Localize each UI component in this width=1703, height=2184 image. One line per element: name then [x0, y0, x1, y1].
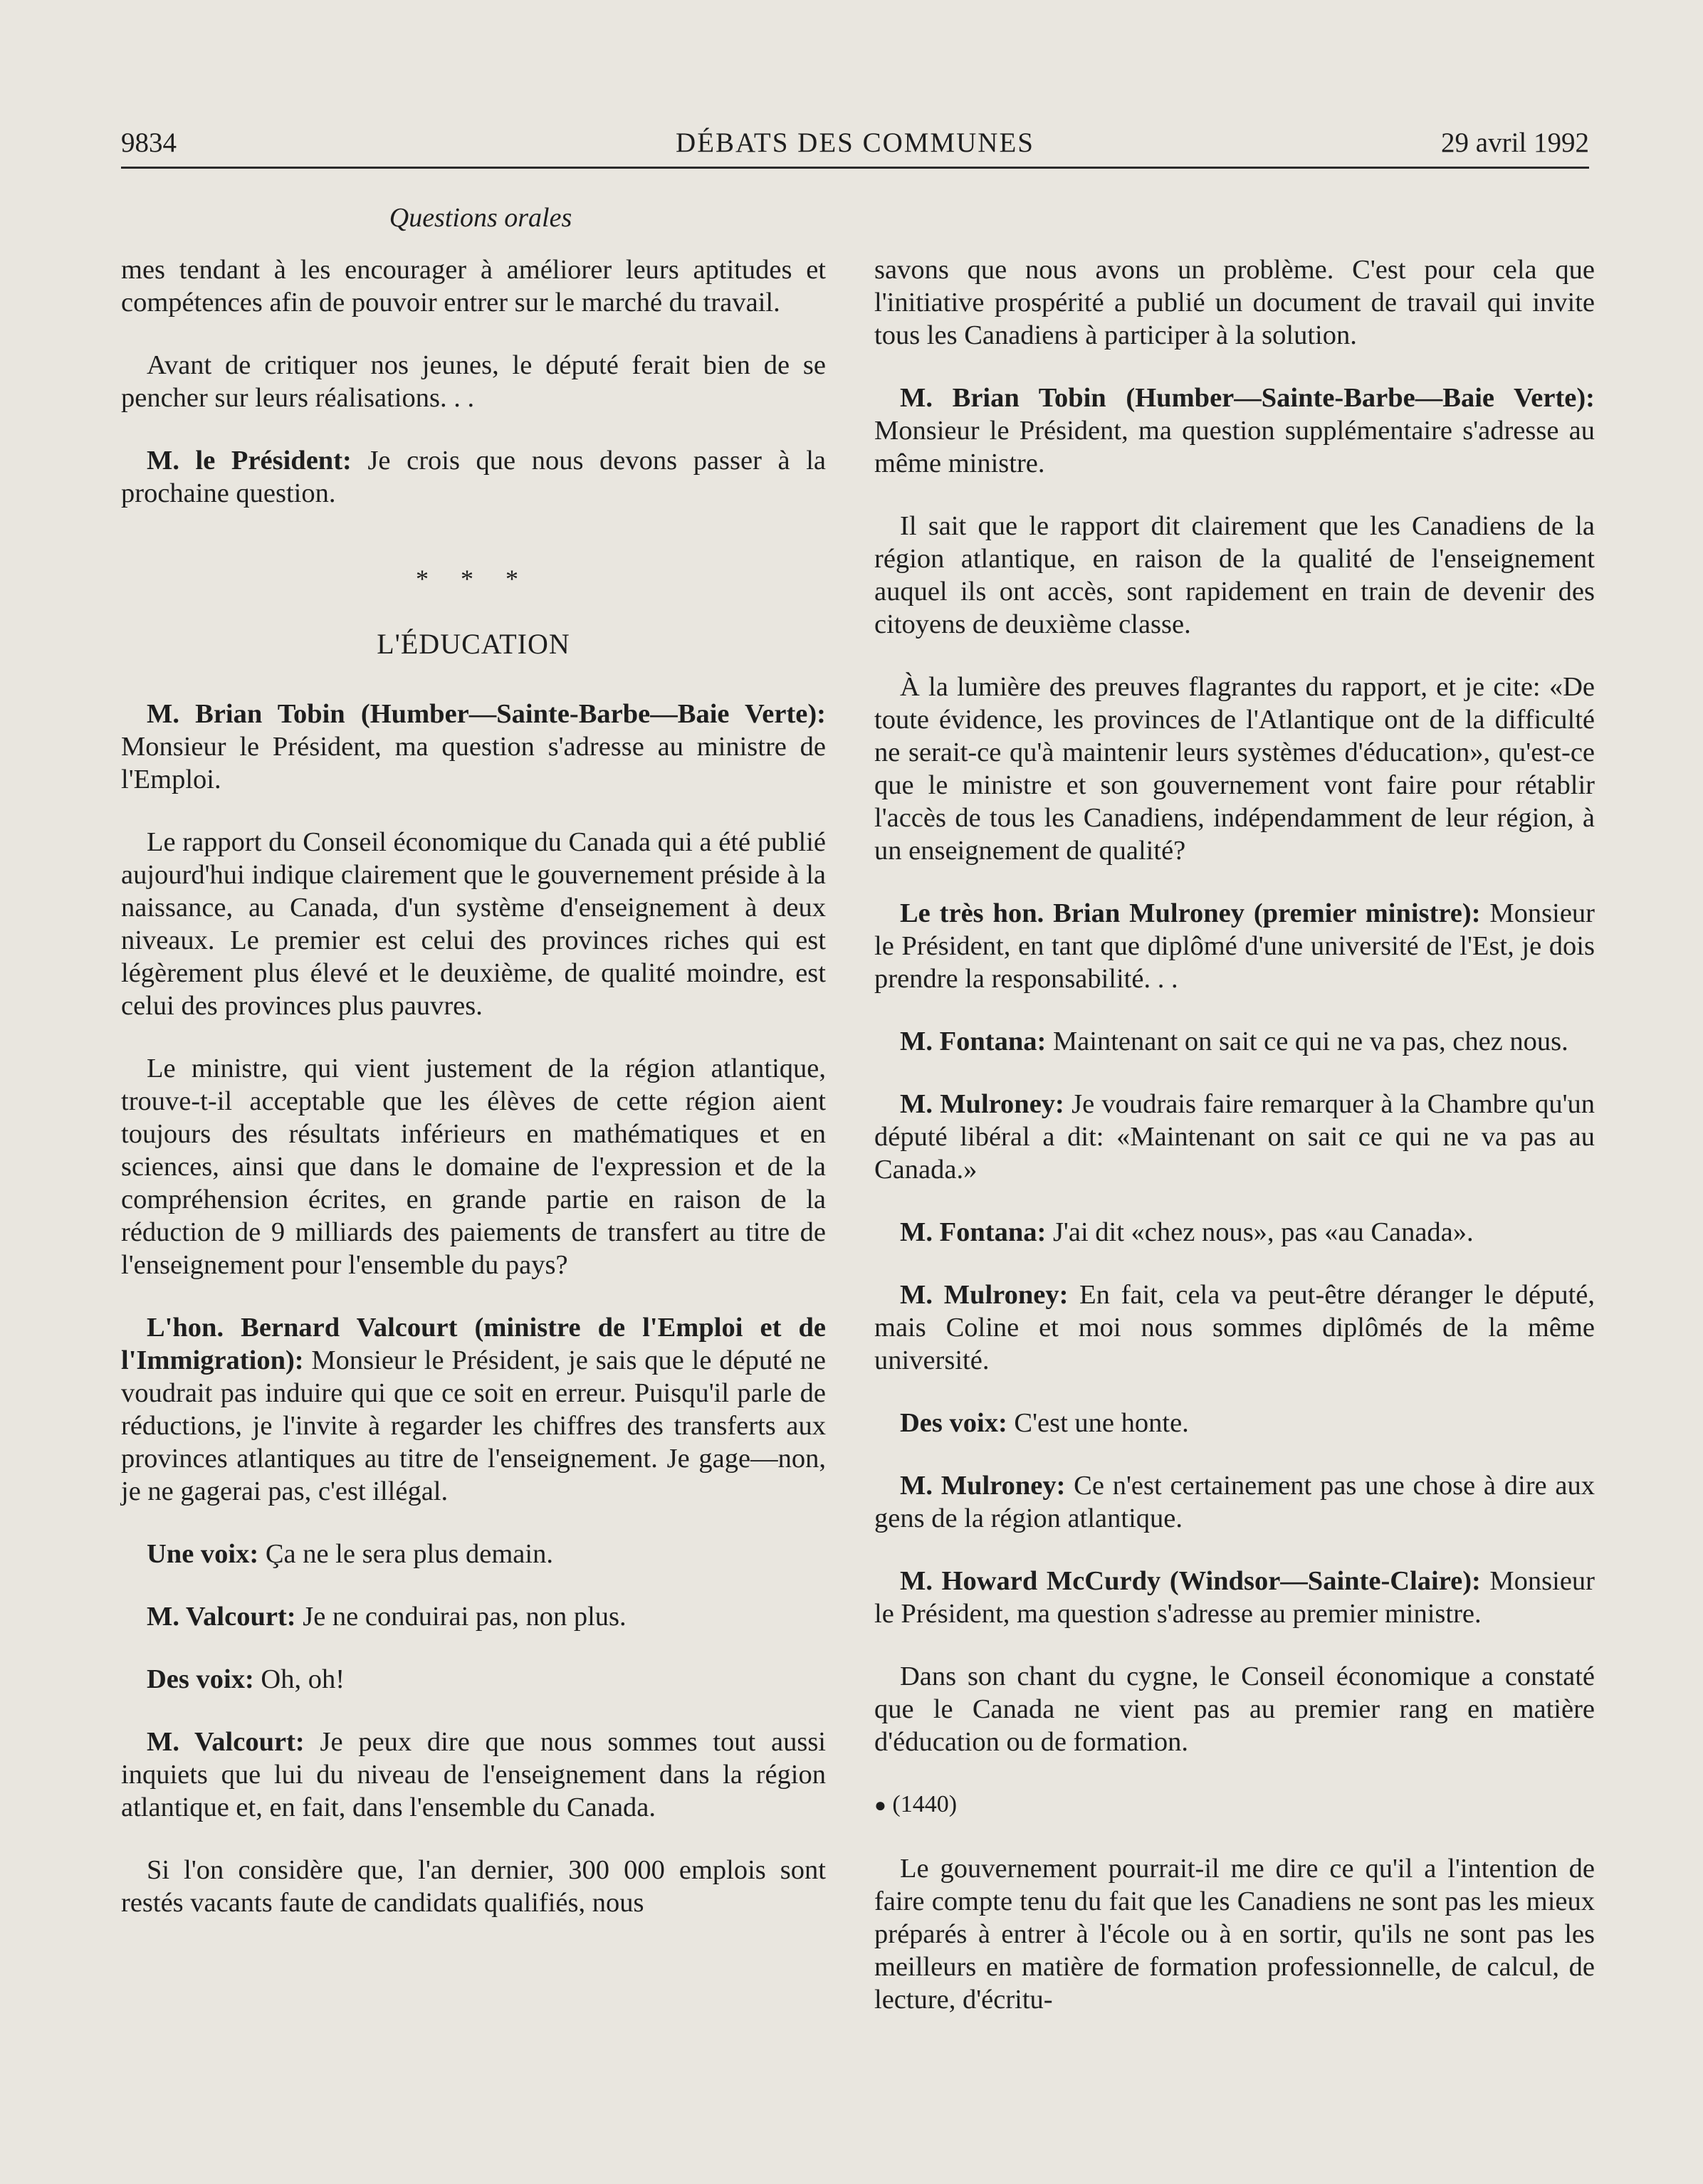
speech: [121, 698, 826, 796]
speech-text: Je voudrais faire remarquer à la Chambre qu'un député libéral a dit: «Maintenant on sait ce qui ne va pas au Canada.»: [874, 1089, 1595, 1185]
speaker-name: M. Brian Tobin (Humber—Sainte-Barbe—Baie Verte):: [900, 383, 1595, 413]
speech: [121, 444, 826, 510]
paragraph: Il sait que le rapport dit clairement que les Canadiens de la région atlantique, en raison de la qualité de l'enseignement auquel ils ont accès, sont rapidement en train de devenir des citoyens de deuxième classe.: [874, 511, 1595, 639]
paragraph: Le ministre, qui vient justement de la région atlantique, trouve-t-il acceptable que les élèves de cette région aient toujours des résultats inférieurs en mathématiques et en sciences, ainsi que dans le domaine de l'expression et de la compréhension écrites, en grande partie en raison de la réduction de 9 milliards des paiements de transfert au titre de l'enseignement pour l'ensemble du pays?: [121, 1054, 826, 1280]
speech: [874, 1025, 1595, 1058]
speaker-name: M. Mulroney:: [900, 1280, 1069, 1310]
speech-text: En fait, cela va peut-être déranger le député, mais Coline et moi nous sommes diplômés de la même université.: [874, 1280, 1595, 1375]
speech-text: Je peux dire que nous sommes tout aussi inquiets que lui du niveau de l'enseignement dans la région atlantique et, en fait, dans l'ensemble du Canada.: [121, 1727, 826, 1822]
time-marker-text: (1440): [892, 1791, 958, 1817]
speech-text: Monsieur le Président, ma question supplémentaire s'adresse au même ministre.: [874, 416, 1595, 478]
speech: [121, 1726, 826, 1824]
section-tag: Questions orales: [389, 203, 572, 233]
speech-text: Monsieur le Président, ma question s'adresse au premier ministre.: [874, 1566, 1595, 1629]
time-marker: [874, 1788, 1595, 1822]
paragraph: Si l'on considère que, l'an dernier, 300 000 emplois sont restés vacants faute de candidats qualifiés, nous: [121, 1855, 826, 1918]
speaker-name: M. Brian Tobin (Humber—Sainte-Barbe—Baie Verte):: [147, 699, 826, 729]
speaker-name: M. Fontana:: [900, 1027, 1047, 1056]
section-separator: * * *: [416, 565, 531, 593]
speaker-name: M. Fontana:: [900, 1217, 1047, 1247]
speaker-name: M. Valcourt:: [147, 1727, 305, 1757]
paragraph: Dans son chant du cygne, le Conseil économique a constaté que le Canada ne vient pas au premier rang en matière d'éducation ou de formation.: [874, 1661, 1595, 1757]
speech: [121, 1311, 826, 1508]
speech: [121, 1538, 826, 1570]
speaker-name: M. Valcourt:: [147, 1602, 296, 1632]
speech-text: Ça ne le sera plus demain.: [258, 1539, 553, 1569]
speech: [874, 1216, 1595, 1249]
speaker-name: Le très hon. Brian Mulroney (premier ministre):: [900, 898, 1481, 928]
speech: [874, 1088, 1595, 1186]
paragraph: Le gouvernement pourrait-il me dire ce qu'il a l'intention de faire compte tenu du fait que les Canadiens ne sont pas les mieux préparés à entrer à l'école ou à en sortir, qu'ils ne sont pas les meilleurs en matière de formation professionnelle, de calcul, de lecture, d'écritu-: [874, 1854, 1595, 2015]
speech-text: Oh, oh!: [253, 1664, 345, 1694]
publication-title: DÉBATS DES COMMUNES: [676, 127, 1034, 158]
speech: [874, 1279, 1595, 1377]
speech-text: Je crois que nous devons passer à la prochaine question.: [121, 446, 826, 508]
section-heading: L'ÉDUCATION: [377, 628, 570, 660]
left-column: [121, 253, 826, 1949]
speech: [874, 1469, 1595, 1535]
speech: [874, 897, 1595, 995]
speech: [874, 382, 1595, 480]
speaker-name: L'hon. Bernard Valcourt (ministre de l'Emploi et de l'Immigration):: [121, 1313, 826, 1375]
right-column: [874, 253, 1595, 2046]
speaker-name: Une voix:: [147, 1539, 259, 1569]
speech: [874, 1565, 1595, 1630]
speech-text: Je ne conduirai pas, non plus.: [295, 1602, 627, 1632]
speaker-name: M. Mulroney:: [900, 1089, 1064, 1119]
speaker-name: Des voix:: [900, 1408, 1007, 1438]
page-number: 9834: [121, 127, 177, 158]
paragraph: savons que nous avons un problème. C'est pour cela que l'initiative prospérité a publié un document de travail qui invite tous les Canadiens à participer à la solution.: [874, 255, 1595, 350]
speech-text: Maintenant on sait ce qui ne va pas, chez nous.: [1046, 1027, 1568, 1056]
speech: [874, 1407, 1595, 1439]
paragraph: mes tendant à les encourager à améliorer leurs aptitudes et compétences afin de pouvoir entrer sur le marché du travail.: [121, 255, 826, 317]
paragraph: Le rapport du Conseil économique du Canada qui a été publié aujourd'hui indique clairement que le gouvernement préside à la naissance, au Canada, d'un système d'enseignement à deux niveaux. Le premier est celui des provinces riches qui est légèrement plus élevé et le deuxième, de qualité moindre, est celui des provinces plus pauvres.: [121, 827, 826, 1021]
bullet-icon: ●: [874, 1795, 886, 1817]
page-header: [121, 120, 1589, 169]
speaker-name: M. Mulroney:: [900, 1471, 1066, 1501]
speech-text: Ce n'est certainement pas une chose à dire aux gens de la région atlantique.: [874, 1471, 1595, 1533]
speech-text: Monsieur le Président, ma question s'adresse au ministre de l'Emploi.: [121, 732, 826, 794]
speaker-name: M. Howard McCurdy (Windsor—Sainte-Claire):: [900, 1566, 1481, 1596]
speech: [121, 1600, 826, 1633]
paragraph: Avant de critiquer nos jeunes, le député ferait bien de se pencher sur leurs réalisations. . .: [121, 350, 826, 413]
publication-date: 29 avril 1992: [1441, 127, 1589, 158]
speech: [121, 1663, 826, 1696]
speech-text: Monsieur le Président, en tant que diplômé d'une université de l'Est, je dois prendre la responsabilité. . .: [874, 898, 1595, 994]
paragraph: À la lumière des preuves flagrantes du rapport, et je cite: «De toute évidence, les provinces de l'Atlantique ont de la difficulté ne serait-ce qu'à maintenir leurs systèmes d'éducation», qu'est-ce que le ministre et son gouvernement vont faire pour rétablir l'accès de tous les Canadiens, indépendamment de leur région, à un enseignement de qualité?: [874, 672, 1595, 866]
speech-text: Monsieur le Président, je sais que le député ne voudrait pas induire qui que ce soit en erreur. Puisqu'il parle de réductions, je l'invite à regarder les chiffres des transferts aux provinces atlantiques au titre de l'enseignement. Je gage—non, je ne gagerai pas, c'est illégal.: [121, 1345, 826, 1506]
speaker-name: M. le Président:: [147, 446, 352, 476]
speech-text: C'est une honte.: [1007, 1408, 1189, 1438]
speech-text: J'ai dit «chez nous», pas «au Canada».: [1046, 1217, 1474, 1247]
speaker-name: Des voix:: [147, 1664, 254, 1694]
